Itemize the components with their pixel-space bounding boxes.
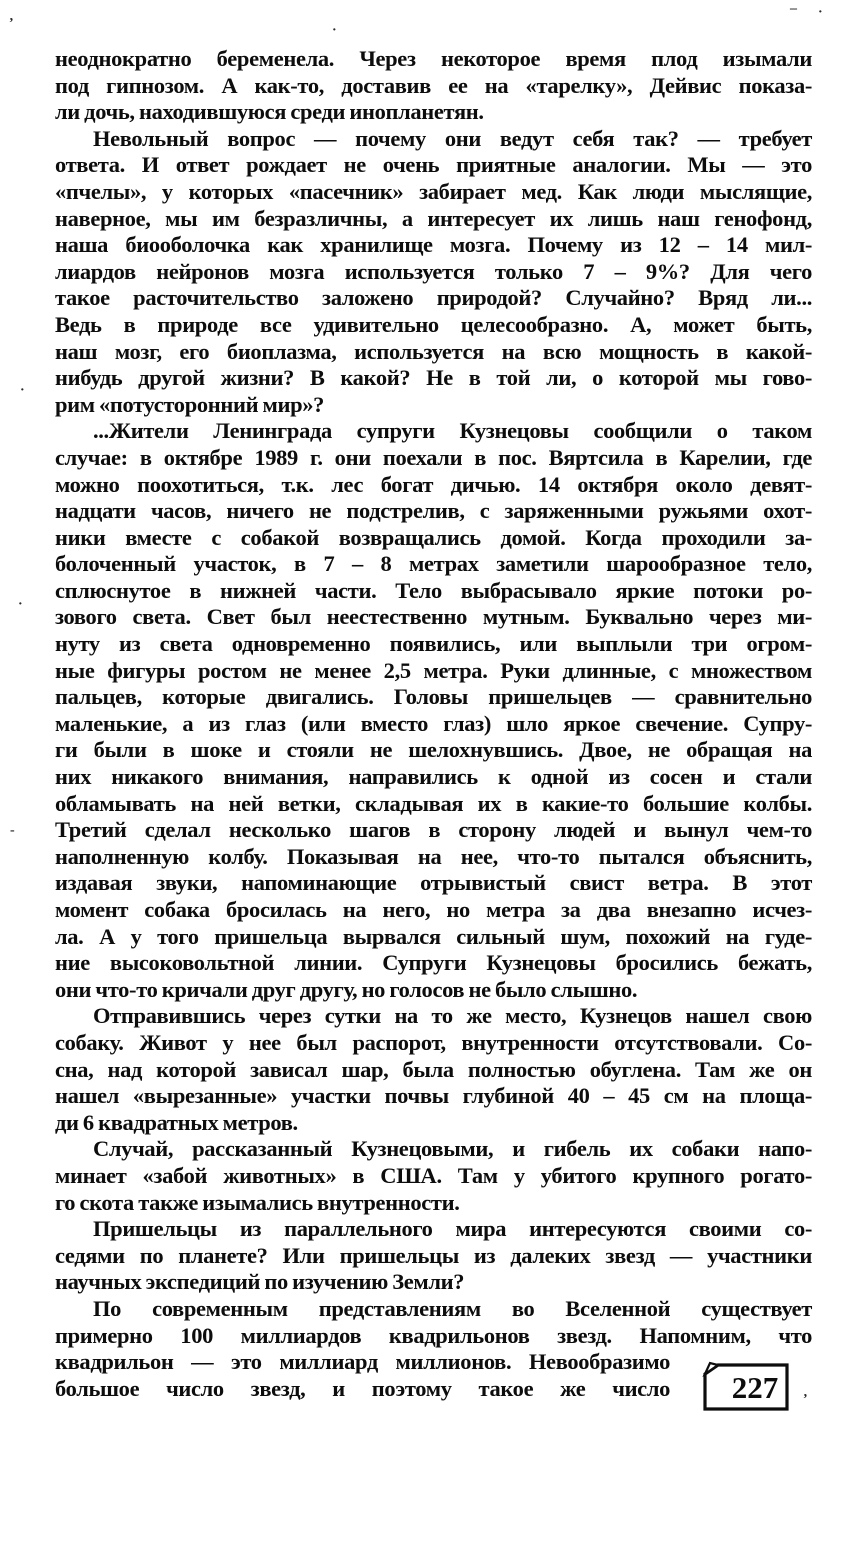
text-line: сна, над которой зависал шар, была полностью обуглена. Там же он [55, 1056, 812, 1082]
text-line: лиардов нейронов мозга используется только 7 – 9%? Для чего [55, 258, 812, 284]
text-block [55, 46, 812, 1402]
page-number: 227 [731, 1370, 779, 1405]
text-line: наверное, мы им безразличны, а интересует их лишь наш генофонд, [55, 205, 812, 231]
text-line: обламывать на ней ветки, складывая их в какие-то большие колбы. [55, 790, 812, 816]
text-line: ответа. И ответ рождает не очень приятные аналогии. Мы — это [55, 152, 812, 178]
paragraph [55, 46, 812, 126]
scan-speck: - [10, 823, 15, 838]
text-line: Третий сделал несколько шагов в сторону людей и вынул чем-то [55, 817, 812, 843]
text-line: пальцев, которые двигались. Головы пришельцев — сравнительно [55, 684, 812, 710]
text-line: примерно 100 миллиардов квадрильонов звезд. Напомним, что [55, 1322, 812, 1348]
scan-speck: – [790, 1, 797, 16]
text-line: сплюснутое в нижней части. Тело выбрасывало яркие потоки ро- [55, 577, 812, 603]
text-line: Случай, рассказанный Кузнецовыми, и гибель их собаки напо- [93, 1136, 812, 1162]
paragraph [55, 126, 812, 419]
page-number-badge [701, 1361, 791, 1413]
text-line: под гипнозом. А как-то, доставив ее на «тарелку», Дейвис показа- [55, 72, 812, 98]
text-line: маленькие, а из глаз (или вместо глаз) шло яркое свечение. Супру- [55, 710, 812, 736]
text-line: ние высоковольтной линии. Супруги Кузнецовы бросились бежать, [55, 950, 812, 976]
text-line: минает «забой животных» в США. Там у убитого крупного рогато- [55, 1162, 812, 1188]
text-line: наш мозг, его биоплазма, используется на всю мощность в какой- [55, 338, 812, 364]
paragraph [55, 1216, 812, 1296]
scan-speck: ‚ [803, 1385, 808, 1400]
scan-speck: · [818, 5, 823, 20]
text-line: седями по планете? Или пришельцы из далеких звезд — участники [55, 1242, 812, 1268]
text-line: По современным представлениям во Вселенной существует [93, 1295, 812, 1321]
scan-speck: ‚ [9, 9, 14, 24]
text-line: ...Жители Ленинграда супруги Кузнецовы сообщили о таком [93, 418, 812, 444]
text-line: квадрильон — это миллиард миллионов. Невообразимо [55, 1349, 670, 1375]
text-line: ла. А у того пришельца вырвался сильный шум, похожий на гуде- [55, 923, 812, 949]
text-line: наша биооболочка как хранилище мозга. Почему из 12 – 14 мил- [55, 232, 812, 258]
paragraph [55, 1296, 812, 1402]
text-line: научных экспедиций по изучению Земли? [55, 1269, 465, 1295]
text-line: случае: в октябре 1989 г. они поехали в пос. Вяртсила в Карелии, где [55, 444, 812, 470]
scan-speck: · [332, 23, 337, 38]
text-line: го скота также изымались внутренности. [55, 1189, 460, 1215]
text-line: надцати часов, ничего не подстрелив, с заряженными ружьями охот- [55, 498, 812, 524]
text-line: Пришельцы из параллельного мира интересуются своими со- [93, 1216, 812, 1242]
scan-speck: · [18, 597, 23, 612]
text-line: нуту из света одновременно появились, или выплыли три огром- [55, 631, 812, 657]
text-line: собаку. Живот у нее был распорот, внутренности отсутствовали. Со- [55, 1029, 812, 1055]
text-line: издавая звуки, напоминающие отрывистый свист ветра. В этот [55, 870, 812, 896]
text-line: рим «потусторонний мир»? [55, 391, 325, 417]
text-line: неоднократно беременела. Через некоторое время плод изымали [55, 46, 812, 71]
paragraph [55, 418, 812, 1003]
text-line: Ведь в природе все удивительно целесообразно. А, может быть, [55, 311, 812, 337]
text-line: зового света. Свет был неестественно мутным. Буквально через ми- [55, 604, 812, 630]
text-line: большое число звезд, и поэтому такое же число [55, 1375, 670, 1401]
text-line: болоченный участок, в 7 – 8 метрах заметили шарообразное тело, [55, 551, 812, 577]
text-line: ги были в шоке и стояли не шелохнувшись. Двое, не обращая на [55, 737, 812, 763]
text-line: момент собака бросилась на него, но метра за два внезапно исчез- [55, 897, 812, 922]
text-line: наполненную колбу. Показывая на нее, что-то пытался объяснить, [55, 843, 812, 869]
paragraph [55, 1136, 812, 1216]
text-line: ные фигуры ростом не менее 2,5 метра. Руки длинные, с множеством [55, 657, 812, 683]
text-line: них никакого внимания, направились к одной из сосен и стали [55, 764, 812, 790]
text-line: нибудь другой жизни? В какой? Не в той ли, о которой мы гово- [55, 365, 812, 391]
text-line: Невольный вопрос — почему они ведут себя так? — требует [93, 125, 812, 151]
text-line: нашел «вырезанные» участки почвы глубиной 40 – 45 см на площа- [55, 1083, 812, 1109]
text-line: ди 6 квадратных метров. [55, 1109, 298, 1135]
text-line: «пчелы», у которых «пасечник» забирает мед. Как люди мыслящие, [55, 178, 812, 204]
text-line: ли дочь, находившуюся среди инопланетян. [55, 99, 484, 125]
text-line: такое расточительство заложено природой? Случайно? Вряд ли... [55, 285, 812, 311]
text-line: Отправившись через сутки на то же место, Кузнецов нашел свою [93, 1003, 812, 1029]
text-line: они что-то кричали друг другу, но голосов не было слышно. [55, 976, 638, 1002]
text-line: ники вместе с собакой возвращались домой. Когда проходили за- [55, 524, 812, 550]
paragraph [55, 1003, 812, 1136]
text-line: можно поохотиться, т.к. лес богат дичью. 14 октября около девят- [55, 471, 812, 497]
scan-speck: · [20, 383, 25, 398]
